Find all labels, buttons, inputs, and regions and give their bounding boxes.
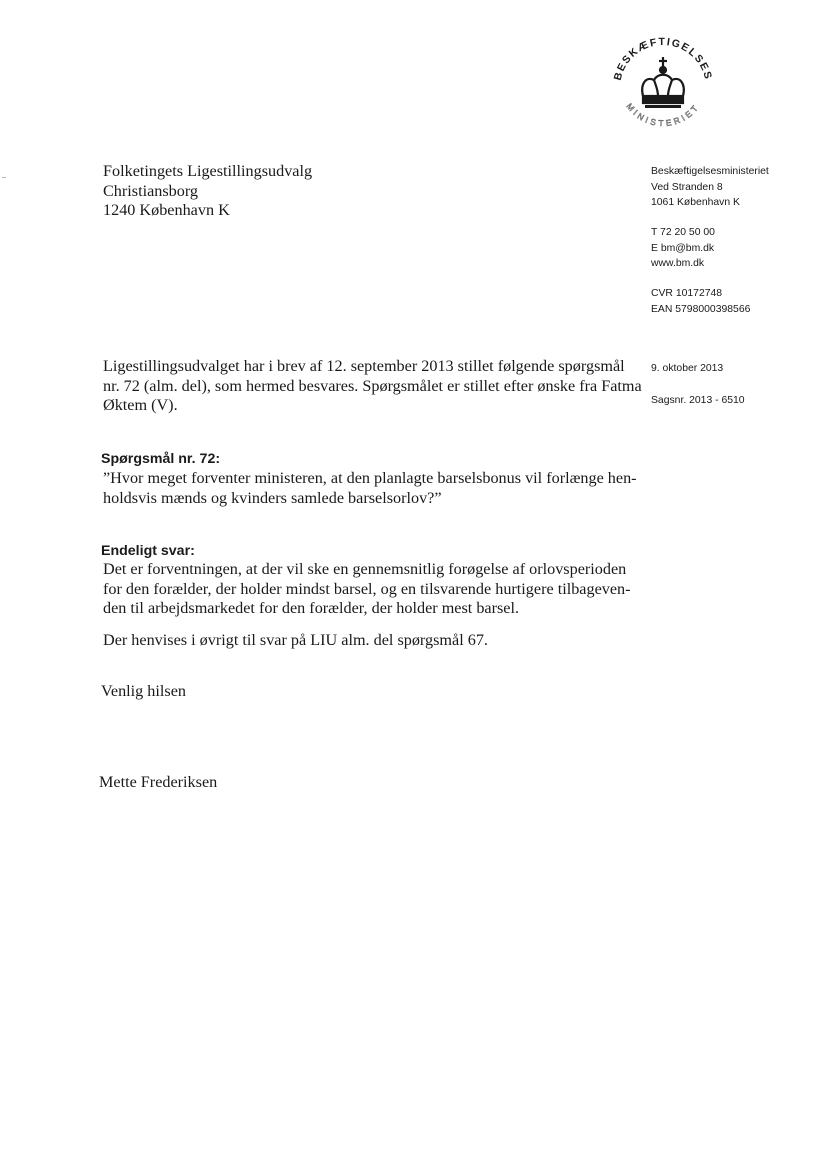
answer-line: den til arbejdsmarkedet for den forælder, der holder mest barsel. <box>103 599 520 617</box>
recipient-line: Christiansborg <box>103 181 199 200</box>
answer-line: for den forælder, der holder mindst barsel, og en tilsvarende hurtigere tilbageven- <box>103 579 631 598</box>
question-heading: Spørgsmål nr. 72: <box>101 451 221 467</box>
crest-top-text: BESKÆFTIGELSES <box>611 35 715 82</box>
answer-text <box>103 560 631 619</box>
question-line: holdsvis mænds og kvinders samlede barselsorlov?” <box>103 488 442 507</box>
recipient-line: 1240 København K <box>103 201 230 219</box>
margin-mark <box>2 177 6 178</box>
phone-number: T 72 20 50 00 <box>651 227 715 238</box>
ministry-crest-logo <box>598 10 728 140</box>
sender-line: 1061 København K <box>651 197 740 209</box>
question-text <box>103 469 637 508</box>
answer-heading: Endeligt svar: <box>101 543 195 559</box>
answer-line: Det er forventningen, at der vil ske en gennemsnitlig forøgelse af orlovsperioden <box>103 560 627 578</box>
contact-info <box>651 225 715 272</box>
signature-name: Mette Frederiksen <box>99 773 218 791</box>
sender-line: Ved Stranden 8 <box>651 181 723 193</box>
ean-number: EAN 5798000398566 <box>651 303 751 315</box>
case-number: Sagsnr. 2013 - 6510 <box>651 395 745 406</box>
recipient-line: Folketingets Ligestillingsudvalg <box>103 162 313 180</box>
cvr-number: CVR 10172748 <box>651 288 723 299</box>
intro-line: Ligestillingsudvalget har i brev af 12. september 2013 stillet følgende spørgsmål <box>103 357 625 375</box>
sender-line: Beskæftigelsesministeriet <box>651 166 769 177</box>
crown-icon <box>642 57 684 108</box>
reference-paragraph: Der henvises i øvrigt til svar på LIU alm. del spørgsmål 67. <box>103 631 488 649</box>
intro-line: Øktem (V). <box>103 396 178 414</box>
closing-greeting: Venlig hilsen <box>101 682 186 700</box>
sender-address <box>651 164 769 211</box>
email-address: E bm@bm.dk <box>651 242 715 254</box>
recipient-address <box>103 162 312 221</box>
organization-identifiers <box>651 286 750 317</box>
crest-bottom-text: MINISTERIET <box>624 101 702 129</box>
question-line: ”Hvor meget forventer ministeren, at den planlagte barselsbonus vil forlænge hen- <box>103 469 637 487</box>
intro-line: nr. 72 (alm. del), som hermed besvares. Spørgsmålet er stillet efter ønske fra Fatma <box>103 376 642 395</box>
intro-paragraph <box>103 357 642 416</box>
letter-date: 9. oktober 2013 <box>651 363 724 374</box>
website-address: www.bm.dk <box>651 258 705 270</box>
